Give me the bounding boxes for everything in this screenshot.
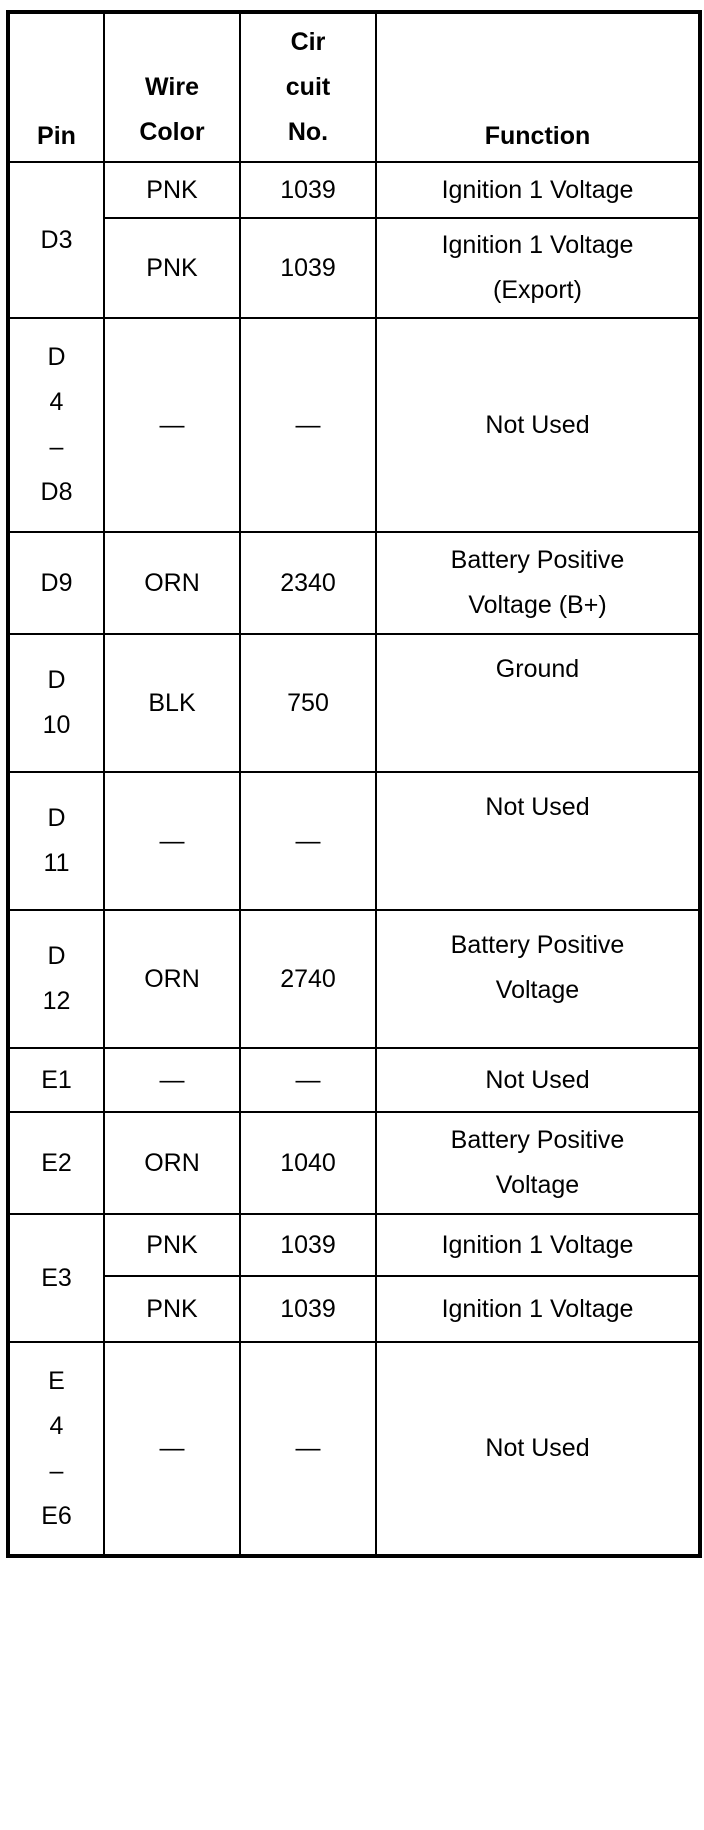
- table-row: [8, 162, 700, 218]
- header-circuit-no: Cir cuit No.: [240, 12, 376, 162]
- wire-color-cell: ORN: [104, 1112, 240, 1214]
- wire-color-cell: PNK: [104, 1214, 240, 1276]
- table-row: [8, 1342, 700, 1556]
- function-cell: Ignition 1 Voltage (Export): [376, 218, 700, 318]
- function-cell: Not Used: [376, 772, 700, 910]
- pin-cell: E1: [8, 1048, 104, 1112]
- function-cell: Battery Positive Voltage: [376, 1112, 700, 1214]
- table-row: [8, 1276, 700, 1342]
- circuit-cell: 750: [240, 634, 376, 772]
- function-cell: Battery Positive Voltage (B+): [376, 532, 700, 634]
- pin-table: [6, 10, 702, 1558]
- wire-color-cell: —: [104, 318, 240, 532]
- function-cell: Not Used: [376, 318, 700, 532]
- table-row: [8, 318, 700, 532]
- pin-cell: E2: [8, 1112, 104, 1214]
- wire-color-cell: —: [104, 1342, 240, 1556]
- function-cell: Not Used: [376, 1048, 700, 1112]
- function-cell: Ground: [376, 634, 700, 772]
- header-row: [8, 12, 700, 162]
- wire-color-cell: BLK: [104, 634, 240, 772]
- table-row: [8, 1112, 700, 1214]
- table-row: [8, 1214, 700, 1276]
- pin-cell: E3: [8, 1214, 104, 1342]
- circuit-cell: 1039: [240, 1276, 376, 1342]
- circuit-cell: 1040: [240, 1112, 376, 1214]
- table-row: [8, 772, 700, 910]
- pin-cell: D 10: [8, 634, 104, 772]
- wire-color-cell: PNK: [104, 1276, 240, 1342]
- pin-cell: D3: [8, 162, 104, 318]
- table-row: [8, 634, 700, 772]
- pin-cell: D 11: [8, 772, 104, 910]
- pin-cell: D 4 – D8: [8, 318, 104, 532]
- header-function: Function: [376, 12, 700, 162]
- table-row: [8, 910, 700, 1048]
- wire-color-cell: PNK: [104, 162, 240, 218]
- wire-color-cell: PNK: [104, 218, 240, 318]
- circuit-cell: 1039: [240, 218, 376, 318]
- circuit-cell: 2740: [240, 910, 376, 1048]
- function-cell: Ignition 1 Voltage: [376, 1276, 700, 1342]
- circuit-cell: —: [240, 1342, 376, 1556]
- pin-cell: E 4 – E6: [8, 1342, 104, 1556]
- pin-table-wrapper: [6, 10, 702, 1558]
- wire-color-cell: ORN: [104, 532, 240, 634]
- header-wire-color: Wire Color: [104, 12, 240, 162]
- table-row: [8, 532, 700, 634]
- wire-color-cell: —: [104, 1048, 240, 1112]
- circuit-cell: 1039: [240, 162, 376, 218]
- circuit-cell: —: [240, 318, 376, 532]
- circuit-cell: —: [240, 772, 376, 910]
- wire-color-cell: —: [104, 772, 240, 910]
- function-cell: Ignition 1 Voltage: [376, 1214, 700, 1276]
- pin-cell: D9: [8, 532, 104, 634]
- function-cell: Not Used: [376, 1342, 700, 1556]
- pin-cell: D 12: [8, 910, 104, 1048]
- function-cell: Ignition 1 Voltage: [376, 162, 700, 218]
- function-cell: Battery Positive Voltage: [376, 910, 700, 1048]
- circuit-cell: —: [240, 1048, 376, 1112]
- table-row: [8, 218, 700, 318]
- header-pin: Pin: [8, 12, 104, 162]
- wire-color-cell: ORN: [104, 910, 240, 1048]
- table-row: [8, 1048, 700, 1112]
- circuit-cell: 2340: [240, 532, 376, 634]
- circuit-cell: 1039: [240, 1214, 376, 1276]
